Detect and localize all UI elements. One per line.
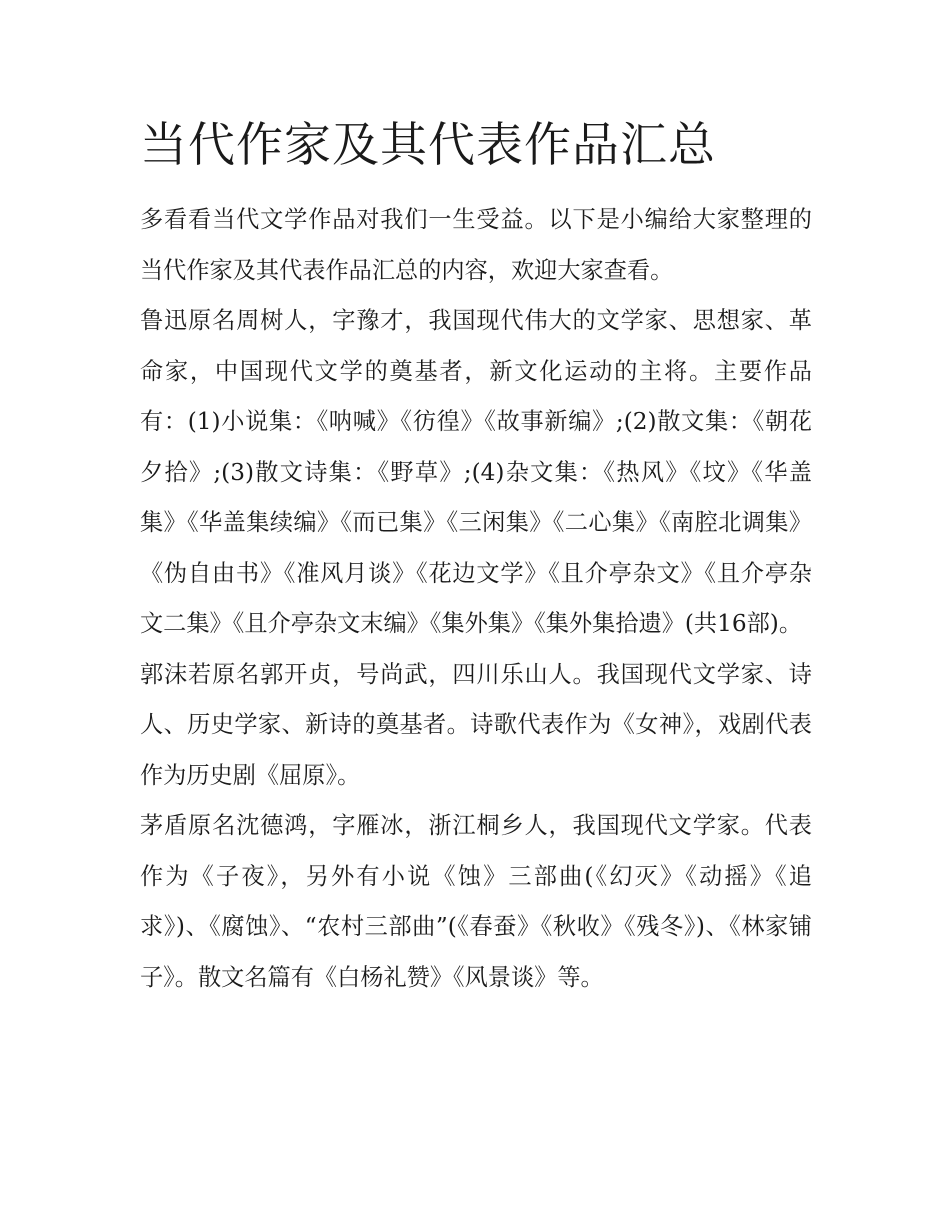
paragraph-guo-moruo: 郭沫若原名郭开贞，号尚武，四川乐山人。我国现代文学家、诗人、历史学家、新诗的奠基者。诗歌代表作为《女神》，戏剧代表作为历史剧《屈原》。 <box>140 660 812 789</box>
document-title: 当代作家及其代表作品汇总 <box>140 118 716 173</box>
paragraph-lu-xun: 鲁迅原名周树人，字豫才，我国现代伟大的文学家、思想家、革命家，中国现代文学的奠基者，新文化运动的主将。主要作品有：(1)小说集：《呐喊》《彷徨》《故事新编》;(2)散文集：《朝花夕拾》;(3)散文诗集：《野草》;(4)杂文集：《热风》《坟》《华盖集》《华盖集续编》《而已集》《三闲集》《二心集》《南腔北调集》《伪自由书》《准风月谈》《花边文学》《且介亭杂文》《且介亭杂文二集》《且介亭杂文末编》《集外集》《集外集拾遗》(共16部)。 <box>140 307 812 637</box>
document-page <box>140 112 812 1003</box>
paragraph-mao-dun: 茅盾原名沈德鸿，字雁冰，浙江桐乡人，我国现代文学家。代表作为《子夜》，另外有小说《蚀》三部曲(《幻灭》《动摇》《追求》)、《腐蚀》、“农村三部曲”(《春蚕》《秋收》《残冬》)、《林家铺子》。散文名篇有《白杨礼赞》《风景谈》等。 <box>140 812 812 991</box>
paragraph-intro: 多看看当代文学作品对我们一生受益。以下是小编给大家整理的当代作家及其代表作品汇总的内容，欢迎大家查看。 <box>140 206 812 284</box>
